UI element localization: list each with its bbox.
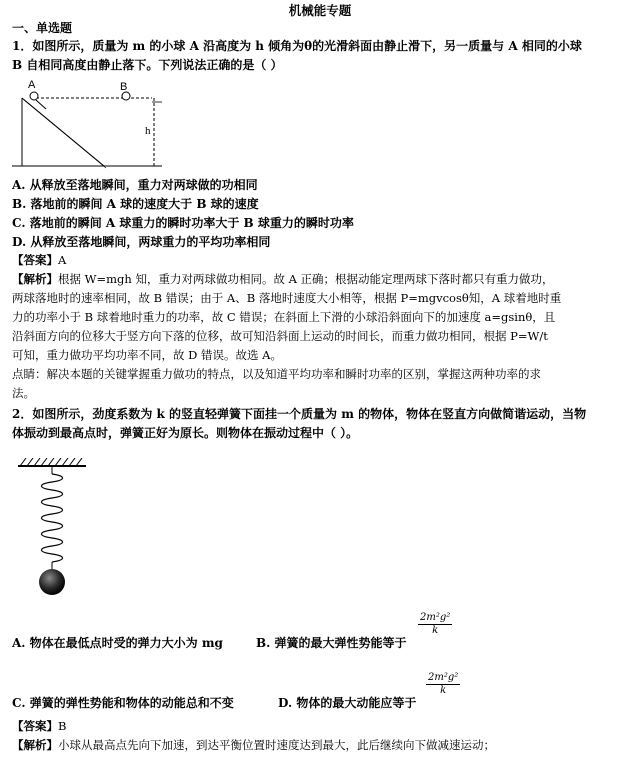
q2-spring-figure [14,458,94,598]
ball-a [30,92,38,100]
q1-answer-line [12,251,66,270]
q2-option-d: D. 物体的最大动能应等于 [278,696,417,710]
q1-analysis-line-4: 沿斜面方向的位移大于竖方向下落的位移，故可知沿斜面上运动的时间长，而重力做功相同，根据 P=W/t [12,329,548,343]
q1-option-d: D. 从释放至落地瞬间，两球重力的平均功率相同 [12,235,271,249]
q1-analysis-line-1: 【解析】根据 W=mgh 知，重力对两球做功相同。故 A 正确；根据动能定理两球下落时都只有重力做功， [12,272,554,286]
answer-value: A [58,253,67,267]
q2-option-a: A. 物体在最低点时受的弹力大小为 mg [12,636,223,650]
ceiling-hatching [20,458,82,466]
answer-tag: 【答案】 [12,253,58,267]
q1-stem-line-2: B 自相同高度由静止落下。下列说法正确的是（ ） [12,58,283,72]
q1-analysis-line-2: 两球落地时的速率相同，故 B 错误；由于 A、B 落地时速度大小相等，根据 P=mgvcosθ知，A 球着地时重 [12,291,562,305]
q2-option-c: C. 弹簧的弹性势能和物体的动能总和不变 [12,696,234,710]
q2-option-d-fraction: $\frac{\text{2m²g²}}{k}$ [428,672,459,696]
section-heading: 一、单选题 [12,21,73,35]
q2-stem-line-1: 2．如图所示，劲度系数为 k 的竖直轻弹簧下面挂一个质量为 m 的物体，物体在竖直方向做简谐运动，当物 [12,407,587,421]
q1-analysis-line-5: 可知，重力做功平均功率不同，故 D 错误。故选 A。 [12,348,282,362]
spring-coil [42,474,63,562]
label-a: A [28,79,36,91]
q1-option-a: A. 从释放至落地瞬间，重力对两球做的功相同 [12,178,258,192]
q1-analysis-line-3: 力的功率小于 B 球着地时重力的功率，故 C 错误；在斜面上下滑的小球沿斜面向下的加速度 a=gsinθ，且 [12,310,556,324]
q2-option-b-fraction: $\frac{\text{2m²g²}}{k}$ [420,612,451,636]
mass-ball [39,569,65,595]
answer-tag: 【答案】 [12,719,58,733]
q1-comment-line-2: 法。 [12,386,35,400]
ball-a-arrow [36,100,46,109]
q2-option-b: B. 弹簧的最大弹性势能等于 [256,636,407,650]
analysis-tag: 【解析】 [12,272,58,286]
q2-analysis-line-1: 【解析】小球从最高点先向下加速，到达平衡位置时速度达到最大，此后继续向下做减速运动； [12,738,495,752]
q1-option-c: C. 落地前的瞬间 A 球重力的瞬时功率大于 B 球重力的瞬时功率 [12,216,354,230]
page-title: 机械能专题 [288,3,352,18]
label-b: B [120,81,128,93]
q2-answer-line [12,717,66,736]
analysis-tag: 【解析】 [12,738,58,752]
ball-b [122,92,130,100]
q1-incline-figure [10,78,170,172]
q1-stem-line-1: 1．如图所示，质量为 m 的小球 A 沿高度为 h 倾角为θ的光滑斜面由静止滑下，另一质量与 A 相同的小球 [12,39,582,53]
q2-stem-line-2: 体振动到最高点时，弹簧正好为原长。则物体在振动过程中（ ）。 [12,426,359,440]
incline-slope-inner [24,100,106,168]
q1-comment-line-1: 点睛：解决本题的关键掌握重力做功的特点，以及知道平均功率和瞬时功率的区别，掌握这两种功率的求 [12,367,541,381]
answer-value: B [58,719,67,733]
label-h: h [145,125,151,137]
q1-option-b: B. 落地前的瞬间 A 球的速度大于 B 球的速度 [12,197,259,211]
